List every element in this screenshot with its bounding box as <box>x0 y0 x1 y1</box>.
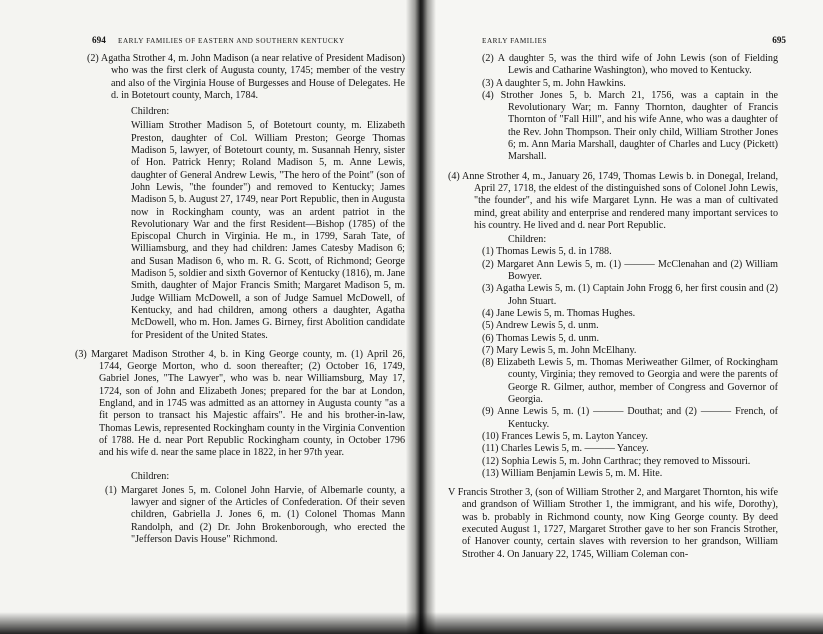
list-item: (7) Mary Lewis 5, m. John McElhany. <box>482 344 637 356</box>
entry-margaret-madison-strother: (3) Margaret Madison Strother 4, b. in King George county, m. (1) April 26, 1744, George Morton, who d. soon thereafter; (2) October 16, 1749, Gabriel Jones, "The Lawyer", who was b. near Williamsburg, May 17, 1724, son of John and Elizabeth Jones; prepared for the bar at London, England, and in 1745 was admitted as an attorney in Augusta county "as a fit person to transact his Majestic affairs". He and his brother-in-law, Thomas Lewis, represented Rockingham county in the Virginia Convention of 1788. He d. near Port Republic Rockingham county, in October 1796 and his wife d. near the same place in 1822, in her 97th year. <box>75 348 405 459</box>
list-item: (3) A daughter 5, m. John Hawkins. <box>482 77 626 89</box>
children-label: Children: <box>131 106 170 118</box>
right-running-head: EARLY FAMILIES <box>482 37 548 45</box>
list-item: (3) Agatha Lewis 5, m. (1) Captain John Frogg 6, her first cousin and (2) John Stuart. <box>482 283 778 307</box>
entry-margaret-jones: (1) Margaret Jones 5, m. Colonel John Harvie, of Albemarle county, a lawyer and signer of the Articles of Confederation. Of their seven children, Gabriella J. Jones 6, m. (1) Colonel Thomas Mann Randolph, and (2) Dr. John Brokenborough, who erected the "Jefferson Davis House" Richmond. <box>105 484 405 545</box>
list-item: (2) Margaret Ann Lewis 5, m. (1) ——— McClenahan and (2) William Bowyer. <box>482 258 778 283</box>
bottom-shadow <box>0 612 823 634</box>
list-item: (11) Charles Lewis 5, m. ——— Yancey. <box>482 443 649 455</box>
left-page-number: 694 <box>92 35 106 45</box>
list-item: (8) Elizabeth Lewis 5, m. Thomas Meriweather Gilmer, of Rockingham county, Virginia; they removed to Georgia and were the parents of George R. Gilmer, author, member of Congress and Governor of Georgia. <box>482 357 778 406</box>
list-item: (5) Andrew Lewis 5, d. unm. <box>482 320 599 332</box>
book-gutter <box>406 0 436 634</box>
list-item: (4) Strother Jones 5, b. March 21, 1756, was a captain in the Revolutionary War; m. Fanny Thornton, daughter of Francis Thornton of "Fall Hill", and his wife Anne, who was a daughter of the Rev. John Thompson. Their only child, William Strother Jones 6; m. Ann Maria Marshall, daughter of Charles and Lucy (Pickett) Marshall. <box>482 89 778 163</box>
children-label: Children: <box>508 234 547 246</box>
list-item: (1) Thomas Lewis 5, d. in 1788. <box>482 246 612 258</box>
children-label: Children: <box>131 470 170 482</box>
entry-anne-strother: (4) Anne Strother 4, m., January 26, 1749, Thomas Lewis b. in Donegal, Ireland, April 27, 1718, the eldest of the distinguished sons of Colonel John Lewis, "the founder", and his wife Margaret Lynn. He was a man of cultivated mind, great ability and enterprise and rendered many important services to his country. He lived and d. near Port Republic. <box>448 170 778 231</box>
right-page-number: 695 <box>772 35 786 45</box>
entry-francis-strother: V Francis Strother 3, (son of William Strother 2, and Margaret Thornton, his wife and grandson of William Strother 1, the immigrant, and his wife, Dorothy), was b. probably in Richmond county, now King George county. By deed executed August 1, 1727, Margaret Strother gave to her son Francis Strother, of Hanover county, certain slaves with reversion to her grandson, William Strother 4. On January 22, 1745, William Coleman con- <box>448 487 778 560</box>
left-running-head: EARLY FAMILIES OF EASTERN AND SOUTHERN KENTUCKY <box>118 37 345 45</box>
right-page <box>414 0 823 634</box>
madison-children-paragraph: William Strother Madison 5, of Botetourt county, m. Elizabeth Preston, daughter of Col. William Preston; George Thomas Madison 5, lawyer, of Botetourt county, m. Susannah Henry, sister of Hon. Patrick Henry; Roland Madison 5, m. Anne Lewis, daughter of General Andrew Lewis, "The hero of the Point" (son of John Lewis, "the founder") and removed to Kentucky; James Madison 5, b. August 27, 1749, near Port Republic, then in Augusta now in Rockingham county, was an ardent patriot in the Revolutionary War and the first Resident—Bishop (1785) of the Episcopal Church in Virginia. He m., in 1799, Sarah Tate, of Williamsburg, and they had children: James Catesby Madison 6; and Susan Madison 6, who m. R. G. Scott, of Richmond; George Madison 5, soldier and sixth Governor of Kentucky (1816), m. Jane Smith, daughter of Major Francis Smith; Margaret Madison 5, m. Judge William McDowell, a son of Judge Samuel McDowell, of Kentucky, and had children, among others a daughter, Agatha McDowell, who m. Hon. James G. Birney, first Abolition candidate for President of the United States. <box>131 120 405 341</box>
list-item: (9) Anne Lewis 5, m. (1) ——— Douthat; and (2) ——— French, of Kentucky. <box>482 406 778 430</box>
entry-agatha-strother: (2) Agatha Strother 4, m. John Madison (a near relative of President Madison) who was the first clerk of Augusta county, 1745; member of the vestry and also of the Virginia House of Burgesses and House of Delegates. He d. in Botetourt county, March, 1784. <box>87 53 405 101</box>
list-item: (12) Sophia Lewis 5, m. John Carthrac; they removed to Missouri. <box>482 455 751 467</box>
right-body-text <box>448 53 778 561</box>
list-item: (6) Thomas Lewis 5, d. unm. <box>482 332 599 344</box>
list-item: (2) A daughter 5, was the third wife of John Lewis (son of Fielding Lewis and Catharine Washington), who moved to Kentucky. <box>482 53 778 77</box>
left-body-text <box>75 53 405 546</box>
list-item: (13) William Benjamin Lewis 5, m. M. Hite. <box>482 467 663 479</box>
list-item: (10) Frances Lewis 5, m. Layton Yancey. <box>482 430 648 442</box>
list-item: (4) Jane Lewis 5, m. Thomas Hughes. <box>482 307 636 319</box>
